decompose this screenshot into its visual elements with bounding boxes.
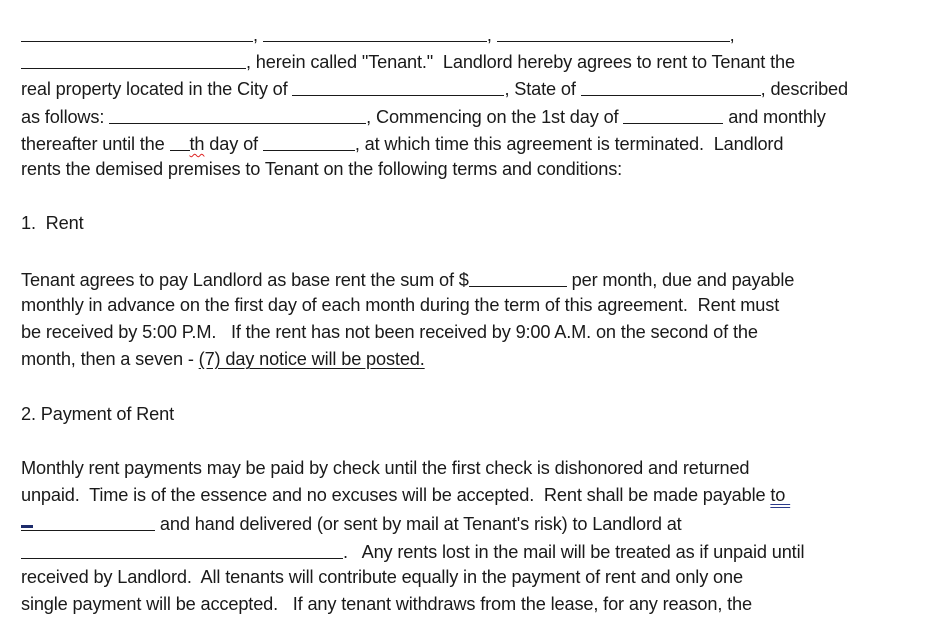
payment-line-5: received by Landlord. All tenants will contribute equally in the payment of rent and only one <box>21 566 743 587</box>
payment-text-lost-mail: . Any rents lost in the mail will be treated as if unpaid until <box>343 541 805 562</box>
intro-line-4 <box>21 102 921 129</box>
rent-line-1 <box>21 265 921 292</box>
rent-text-seven: month, then a seven - <box>21 349 199 370</box>
cursor-marker-icon <box>21 525 33 528</box>
rent-text-per-month: per month, due and payable <box>566 269 795 290</box>
intro-text-terminated: , at which time this agreement is terminated. Landlord <box>354 133 784 154</box>
payee-field[interactable] <box>21 510 155 531</box>
payment-line-6: single payment will be accepted. If any tenant withdraws from the lease, for any reason, the <box>21 593 752 614</box>
payment-line-2 <box>21 482 921 509</box>
intro-line-1: , , , <box>21 20 921 47</box>
tenant-name-field[interactable] <box>21 48 246 69</box>
intro-text-thereafter: thereafter until the <box>21 133 170 154</box>
blank-field-3[interactable] <box>497 21 730 42</box>
section-heading-rent: 1. Rent <box>21 213 84 234</box>
intro-text-state: , State of <box>504 79 581 100</box>
landlord-address-field[interactable] <box>21 538 343 559</box>
payment-line-4 <box>21 537 921 564</box>
intro-text-terms: rents the demised premises to Tenant on the following terms and conditions: <box>21 158 623 179</box>
intro-text-day-of: day of <box>204 133 263 154</box>
rent-line-4 <box>21 346 921 373</box>
intro-line-3 <box>21 74 921 101</box>
payment-text-payable: unpaid. Time is of the essence and no excuses will be accepted. Rent shall be made payable <box>21 485 771 506</box>
payment-line-3 <box>21 509 921 536</box>
intro-line-6 <box>21 156 921 183</box>
spellcheck-th: th <box>189 133 205 154</box>
rent-text-sum: Tenant agrees to pay Landlord as base rent the sum of $ <box>21 269 469 290</box>
intro-text-city: real property located in the City of <box>21 79 293 100</box>
payment-text-hand-delivered: and hand delivered (or sent by mail at Tenant's risk) to Landlord at <box>155 514 682 535</box>
lease-document <box>21 20 921 618</box>
description-field[interactable] <box>109 103 366 124</box>
end-month-field[interactable] <box>263 130 355 151</box>
intro-text-tenant: , herein called "Tenant." Landlord hereby agrees to rent to Tenant the <box>246 52 795 73</box>
intro-text-described: , described <box>760 79 848 100</box>
rent-line-2: monthly in advance on the first day of each month during the term of this agreement. Rent must <box>21 294 780 315</box>
commencing-month-field[interactable] <box>623 103 723 124</box>
blank-field-2[interactable] <box>263 21 487 42</box>
state-field[interactable] <box>581 75 761 96</box>
intro-text-commencing: , Commencing on the 1st day of <box>366 106 624 127</box>
payment-line-1: Monthly rent payments may be paid by check until the first check is dishonored and returned <box>21 458 750 478</box>
intro-text-as-follows: as follows: <box>21 106 110 127</box>
rent-amount-field[interactable] <box>469 266 567 287</box>
notice-underlined-text: (7) day notice will be posted. <box>198 349 425 370</box>
intro-text-monthly: and monthly <box>723 106 826 127</box>
intro-line-2 <box>21 47 921 74</box>
intro-line-5 <box>21 129 921 156</box>
city-field[interactable] <box>292 75 504 96</box>
blank-field-1[interactable] <box>21 21 253 42</box>
end-day-field[interactable] <box>170 130 190 151</box>
rent-line-3: be received by 5:00 P.M. If the rent has not been received by 9:00 A.M. on the second of the <box>21 322 758 343</box>
payable-to-link[interactable]: to <box>770 485 791 506</box>
section-heading-payment-of-rent: 2. Payment of Rent <box>21 403 174 424</box>
